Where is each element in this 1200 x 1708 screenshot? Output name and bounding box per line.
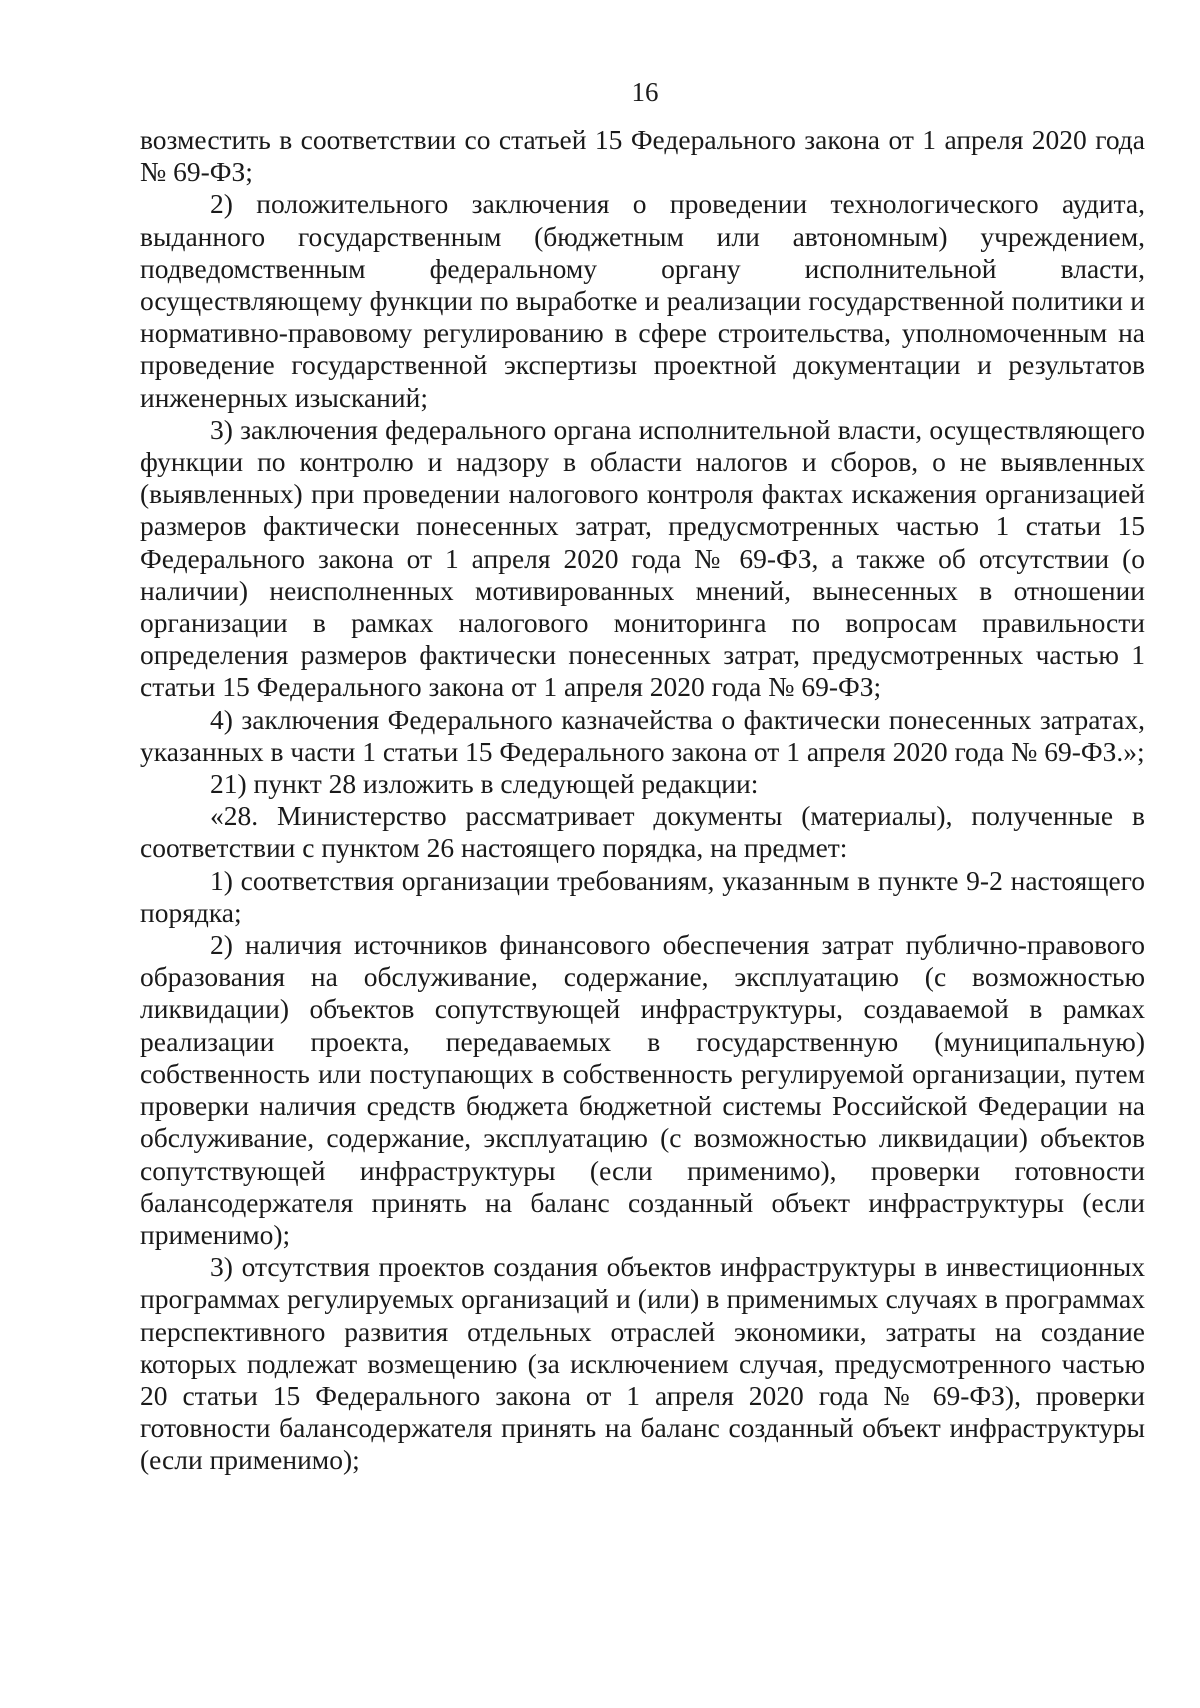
paragraph-item-3-tax-authority: 3) заключения федерального органа исполнительной власти, осуществляющего функции по контролю и надзору в области налогов и сборов, о не выявленных (выявленных) при проведении налогового контроля фактах искажения организацией размеров фактически понесенных затрат, предусмотренных частью 1 статьи 15 Федерального закона от 1 апреля 2020 года № 69-ФЗ, а также об отсутствии (о наличии) неисполненных мотивированных мнений, вынесенных в отношении организации в рамках налогового мониторинга по вопросам правильности определения размеров фактически понесенных затрат, предусмотренных частью 1 статьи 15 Федерального закона от 1 апреля 2020 года № 69-ФЗ; [140, 413, 1145, 703]
paragraph-item-4-treasury: 4) заключения Федерального казначейства о фактически понесенных затратах, указанных в части 1 статьи 15 Федерального закона от 1 апреля 2020 года № 69-ФЗ.»; [140, 703, 1145, 767]
paragraph-item-2-tech-audit: 2) положительного заключения о проведении технологического аудита, выданного государственным (бюджетным или автономным) учреждением, подведомственным федеральному органу исполнительной власти, осуществляющему функции по выработке и реализации государственной политики и нормативно-правовому регулированию в сфере строительства, уполномоченным на проведение государственной экспертизы проектной документации и результатов инженерных изысканий; [140, 188, 1145, 413]
paragraph-clause-28-item-1: 1) соответствия организации требованиям, указанным в пункте 9-2 настоящего порядка; [140, 864, 1145, 928]
paragraph-amendment-21: 21) пункт 28 изложить в следующей редакции: [210, 768, 759, 800]
paragraph-clause-28-item-2: 2) наличия источников финансового обеспечения затрат публично-правового образования на обслуживание, содержание, эксплуатацию (с возможностью ликвидации) объектов сопутствующей инфраструктуры, создаваемой в рамках реализации проекта, передаваемых в государственную (муниципальную) собственность или поступающих в собственность регулируемой организации, путем проверки наличия средств бюджета бюджетной системы Российской Федерации на обслуживание, содержание, эксплуатацию (с возможностью ликвидации) объектов сопутствующей инфраструктуры (если применимо), проверки готовности балансодержателя принять на баланс созданный объект инфраструктуры (если применимо); [140, 929, 1145, 1250]
paragraph-continuation: возместить в соответствии со статьей 15 Федерального закона от 1 апреля 2020 года № 69-ФЗ; [140, 124, 1145, 188]
document-body [140, 124, 1145, 1477]
page-number: 16 [631, 77, 659, 107]
paragraph-clause-28-item-3: 3) отсутствия проектов создания объектов инфраструктуры в инвестиционных программах регулируемых организаций и (или) в применимых случаях в программах перспективного развития отдельных отраслей экономики, затраты на создание которых подлежат возмещению (за исключением случая, предусмотренного частью 20 статьи 15 Федерального закона от 1 апреля 2020 года № 69-ФЗ), проверки готовности балансодержателя принять на баланс созданный объект инфраструктуры (если применимо); [140, 1251, 1145, 1476]
paragraph-clause-28: «28. Министерство рассматривает документы (материалы), полученные в соответствии с пунктом 26 настоящего порядка, на предмет: [140, 800, 1145, 864]
